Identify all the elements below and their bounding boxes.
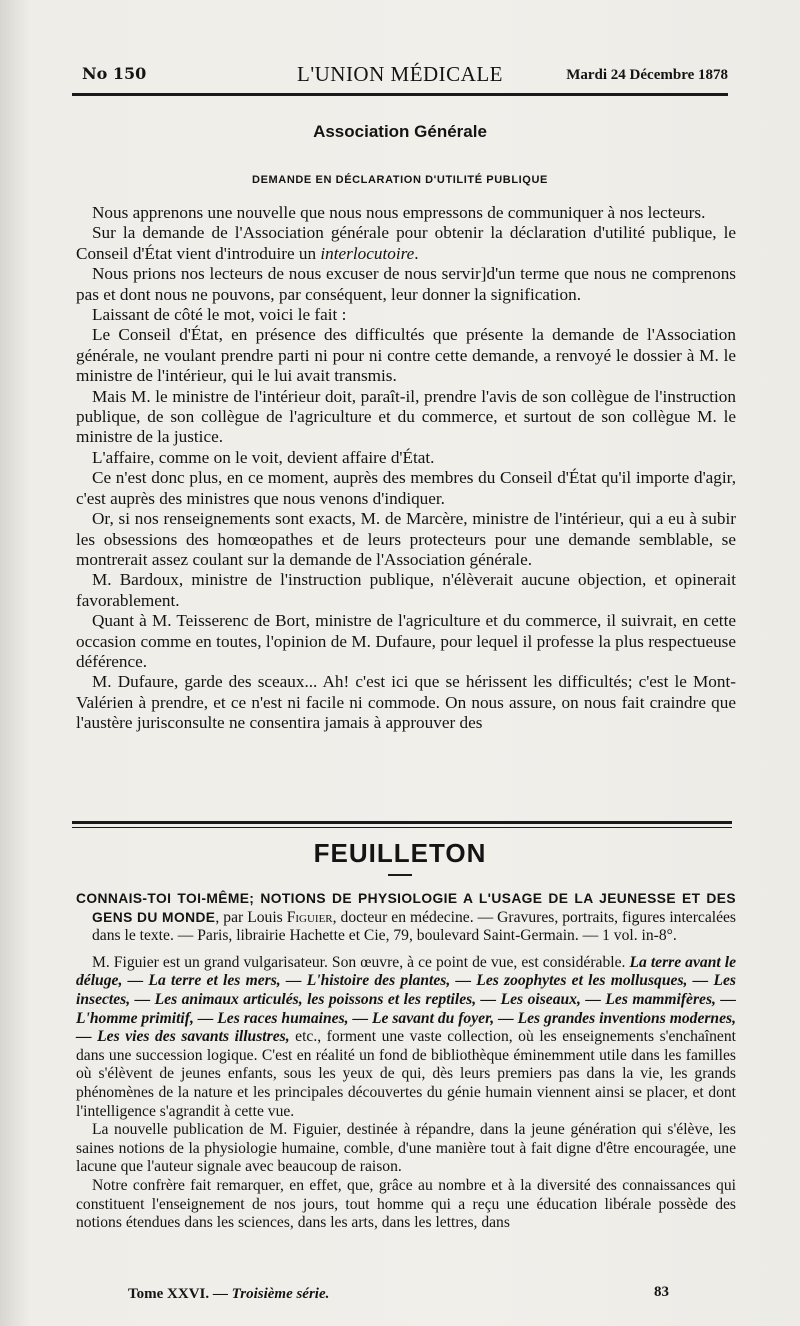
book-title: CONNAIS-TOI TOI-MÊME; NOTIONS DE PHYSIOLOGIE A L'USAGE DE LA JEUNESSE ET DES GENS DU MONDE [76, 891, 736, 925]
paragraph: L'affaire, comme on le voit, devient affaire d'État. [92, 447, 435, 467]
issue-date: Mardi 24 Décembre 1878 [566, 67, 728, 83]
paragraph: Sur la demande de l'Association générale pour obtenir la déclaration d'utilité publique, le Conseil d'État vient d'introduire un interlocutoire. [76, 223, 736, 263]
book-reference: CONNAIS-TOI TOI-MÊME; NOTIONS DE PHYSIOLOGIE A L'USAGE DE LA JEUNESSE ET DES GENS DU MONDE, par Louis Figuier, docteur en médecine. — Gravures, portraits, figures intercalées dans le texte. — Paris, librairie Hachette et Cie, 79, boulevard Saint-Germain. — 1 vol. in-8°. [76, 891, 736, 945]
paragraph: Nous apprenons une nouvelle que nous nous empressons de communiquer à nos lecteurs. [92, 203, 706, 222]
paragraph: Mais M. le ministre de l'intérieur doit, paraît-il, prendre l'avis de son collègue de l'instruction publique, de son collègue de l'agriculture et du commerce, et surtout de son collègue M. le ministre de la justice. [76, 386, 736, 447]
paragraph: Le Conseil d'État, en présence des difficultés que présente la demande de l'Association générale, ne voulant prendre parti ni pour ni contre cette demande, a renvoyé le dossier à M. le ministre de l'intérieur, qui le lui avait transmis. [76, 325, 736, 386]
feuilleton-rule-thick [72, 821, 732, 824]
feuilleton-body [76, 890, 736, 1233]
volume-info: Tome XXVI. — Troisième série. [128, 1286, 330, 1302]
section-subtitle: DEMANDE EN DÉCLARATION D'UTILITÉ PUBLIQUE [252, 174, 548, 186]
page-number: 83 [654, 1284, 669, 1300]
italic-term: interlocutoire [320, 243, 415, 263]
paragraph: La nouvelle publication de M. Figuier, destinée à répandre, dans la jeune génération qui s'élève, les saines notions de la physiologie humaine, comble, d'une manière tout à fait digne d'être encouragée, une lacune que l'auteur signale avec beaucoup de raison. [76, 1121, 736, 1176]
paragraph: Or, si nos renseignements sont exacts, M. de Marcère, ministre de l'intérieur, qui a eu à subir les obsessions des homœopathes et de leurs protecteurs pour une demande semblable, se montrerait assez coulant sur la demande de l'Association générale. [76, 509, 736, 569]
section-title: Association Générale [313, 122, 487, 141]
paragraph: Notre confrère fait remarquer, en effet, que, grâce au nombre et à la diversité des connaissances qui constituent l'enseignement de nos jours, tout homme qui a reçu une éducation libérale possède des notions étendues dans les sciences, dans les arts, dans les lettres, dans [76, 1176, 736, 1232]
article-body [76, 203, 736, 734]
paragraph: M. Figuier est un grand vulgarisateur. Son œuvre, à ce point de vue, est considérable. La terre avant le déluge, — La terre et les mers, — L'histoire des plantes, — Les zoophytes et les mollusques, — Les insectes, — Les animaux articulés, les poissons et les reptiles, — Les oiseaux, — Les mammifères, — L'homme primitif, — Les races humaines, — Le savant du foyer, — Les grandes inventions modernes, — Les vies des savants illustres, etc., forment une vaste collection, où les enseignements s'enchaînent dans une succession logique. C'est en réalité un fond de bibliothèque éminemment utile dans les familles où s'élèvent de jeunes enfants, sous les yeux de qui, dès leurs premiers pas dans la vie, les grands phénomènes de la nature et les principales découvertes du génie humain viennent ainsi se placer, et dont l'intelligence s'agrandit à cette vue. [76, 953, 736, 1120]
paragraph: M. Bardoux, ministre de l'instruction publique, n'élèverait aucune objection, et opinerait favorablement. [76, 570, 736, 610]
feuilleton-rule-thin [72, 827, 732, 828]
journal-title: L'UNION MÉDICALE [297, 62, 504, 86]
author-name: Figuier [286, 908, 333, 926]
paragraph: Ce n'est donc plus, en ce moment, auprès des membres du Conseil d'État qu'il importe d'agir, c'est auprès des ministres que nous venons d'indiquer. [76, 468, 736, 508]
paragraph: Laissant de côté le mot, voici le fait : [92, 305, 347, 325]
feuilleton-title: FEUILLETON [313, 838, 487, 868]
issue-number: No 150 [82, 64, 147, 83]
paragraph: Quant à M. Teisserenc de Bort, ministre de l'agriculture et du commerce, il suivrait, en cette occasion comme en toutes, l'opinion de M. Dufaure, pour lequel il professe la plus respectueuse déférence. [76, 611, 736, 671]
works-list: La terre avant le déluge, — La terre et les mers, — L'histoire des plantes, — Les zoophytes et les mollusques, — Les insectes, — Les animaux articulés, les poissons et les reptiles, — Les oiseaux, — Les mammifères, — L'homme primitif, — Les races humaines, — Le savant du foyer, — Les grandes inventions modernes, — Les vies des savants illustres, [76, 953, 736, 1046]
paragraph: Nous prions nos lecteurs de nous excuser de nous servir]d'un terme que nous ne comprenons pas et dont nous ne pouvons, par conséquent, leur donner la signification. [76, 264, 736, 304]
title-dash [388, 874, 412, 876]
page-header [82, 60, 728, 94]
header-rule [72, 93, 728, 96]
paragraph: M. Dufaure, garde des sceaux... Ah! c'est ici que se hérissent les difficultés; c'est le Mont-Valérien à prendre, et ce n'est ni facile ni commode. On nous assure, on nous fait craindre que l'austère jurisconsulte ne consentira jamais à approuver des [76, 672, 736, 733]
